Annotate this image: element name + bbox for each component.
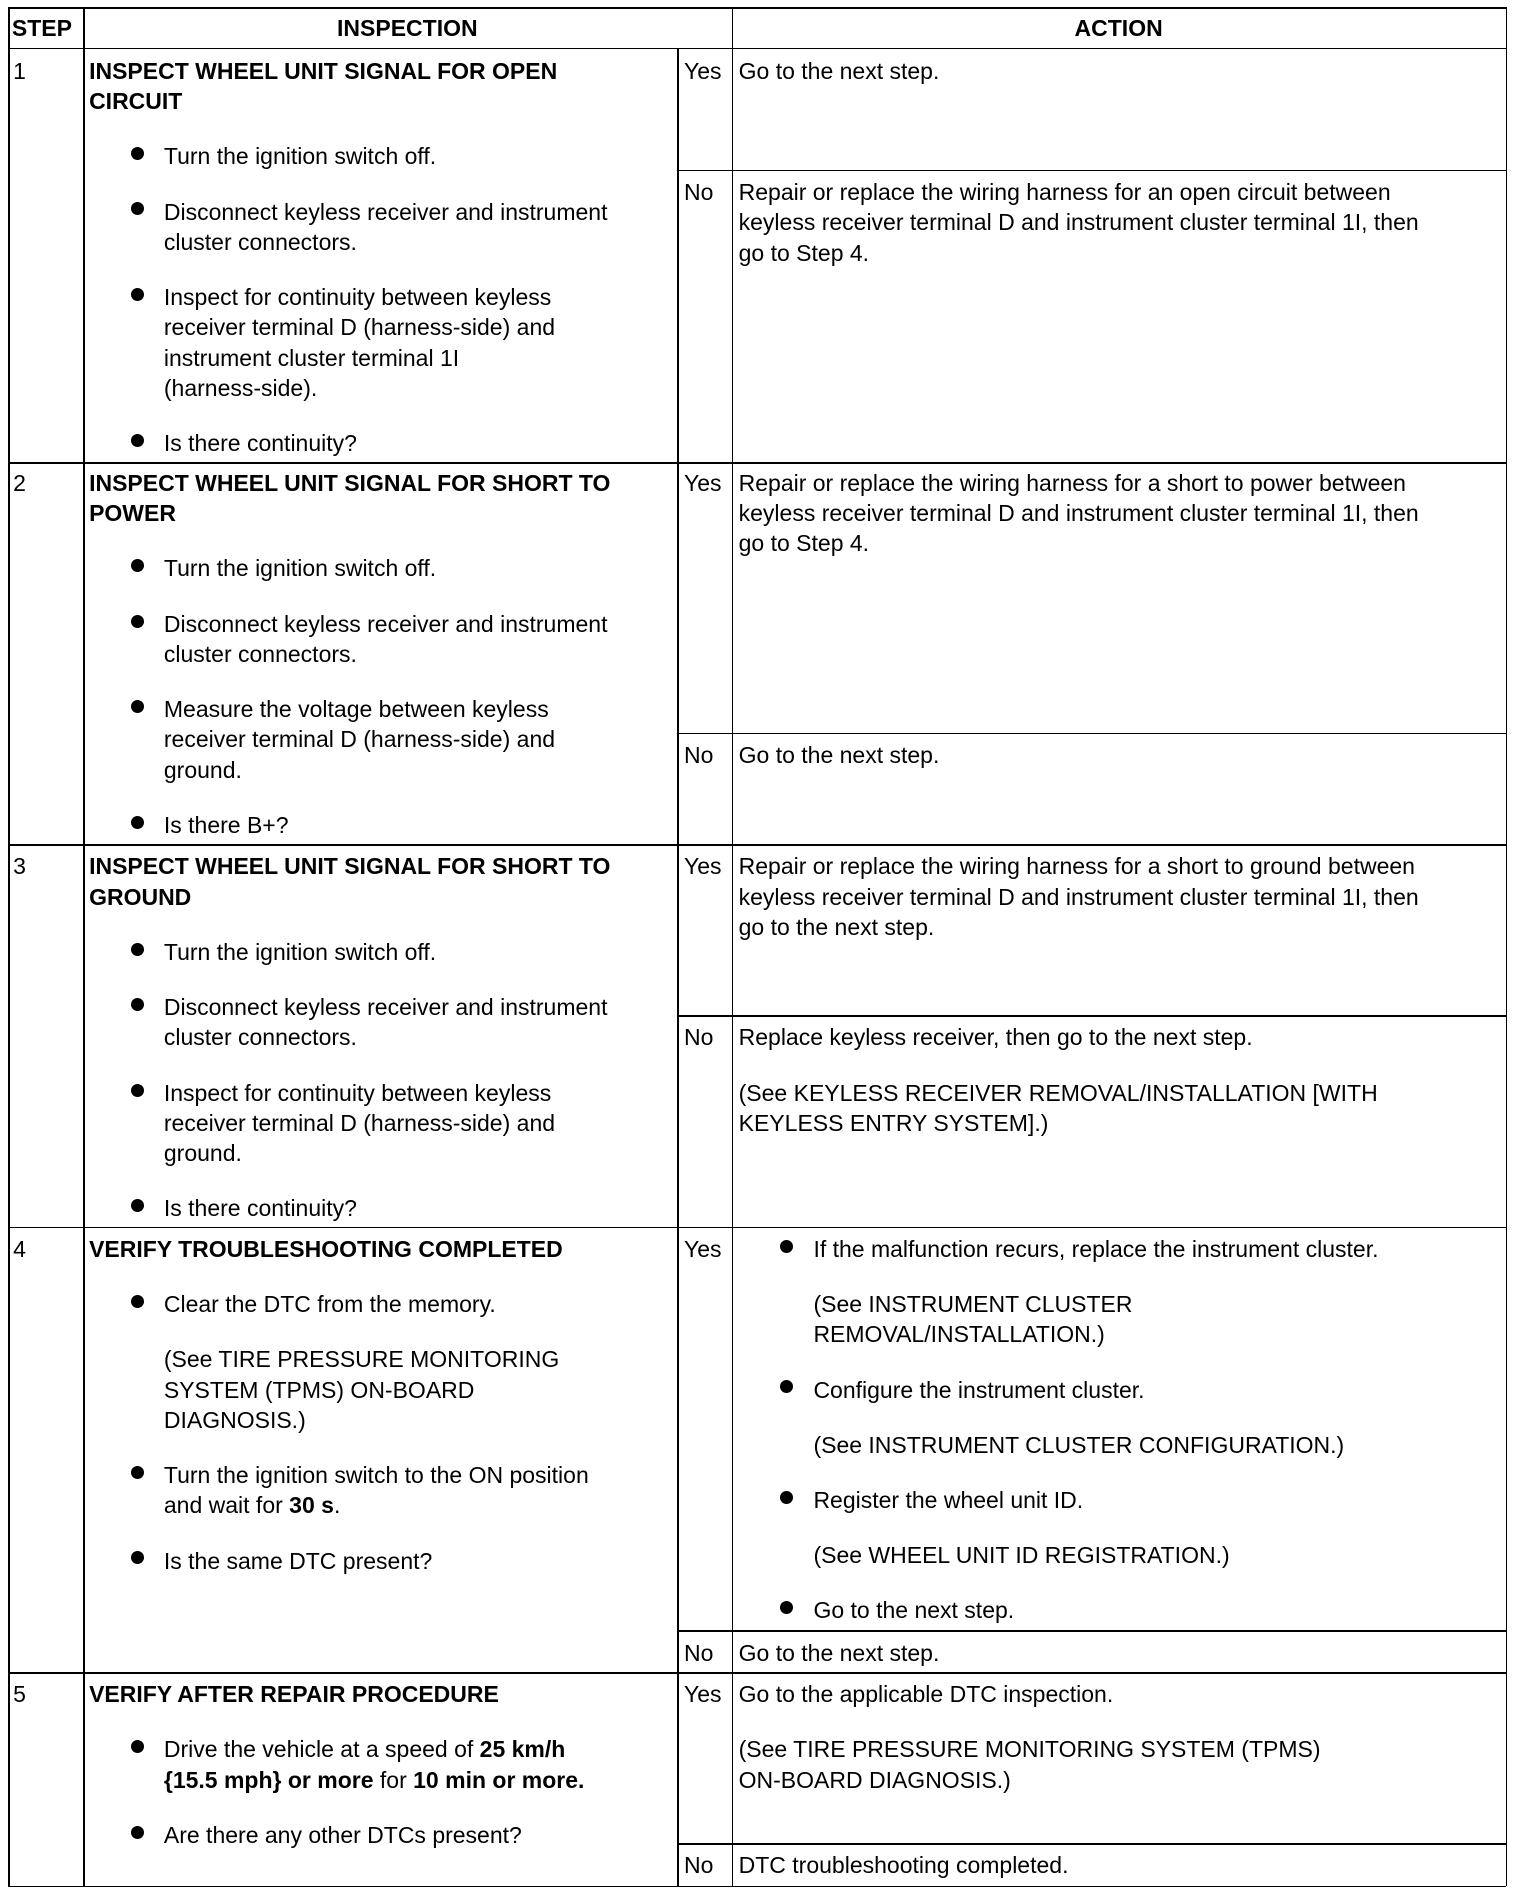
- inspection-bullet: Disconnect keyless receiver and instrument: [163, 610, 608, 637]
- action-bullet: If the malfunction recurs, replace the instrument cluster.: [813, 1235, 1379, 1262]
- yes-label: Yes: [684, 853, 722, 880]
- inspection-bullet-part: .: [333, 1492, 341, 1519]
- inspection-reference: SYSTEM (TPMS) ON-BOARD: [163, 1376, 475, 1403]
- no-action-reference: (See KEYLESS RECEIVER REMOVAL/INSTALLATION [WITH: [738, 1079, 1378, 1106]
- yes-action: Repair or replace the wiring harness for a short to ground between: [738, 853, 1415, 880]
- step-number: 2: [13, 469, 26, 496]
- no-action: Go to the next step.: [738, 741, 940, 768]
- action-bullet-icon: [780, 1240, 793, 1253]
- step-number: 3: [13, 853, 26, 880]
- no-action-reference: KEYLESS ENTRY SYSTEM].): [738, 1109, 1049, 1136]
- step-number: 1: [13, 57, 26, 84]
- no-label: No: [684, 178, 714, 205]
- row-divider: [8, 1672, 1505, 1674]
- inspection-bullet-bullet-icon: [131, 816, 144, 829]
- no-label: No: [684, 741, 714, 768]
- inspection-bullet: Are there any other DTCs present?: [163, 1821, 522, 1848]
- yes-action: keyless receiver terminal D and instrument cluster terminal 1I, then: [738, 500, 1419, 527]
- inspection-bullet-part: and wait for: [163, 1492, 290, 1519]
- table-border-left: [8, 7, 10, 1886]
- yes-action: Repair or replace the wiring harness for a short to power between: [738, 469, 1406, 496]
- action-reference: REMOVAL/INSTALLATION.): [813, 1321, 1105, 1348]
- yes-label: Yes: [684, 57, 722, 84]
- inspection-bullet: Clear the DTC from the memory.: [163, 1291, 496, 1318]
- header-step: STEP: [11, 15, 72, 42]
- yes-no-divider: [677, 1843, 1506, 1845]
- inspection-bullet: Measure the voltage between keyless: [163, 696, 549, 723]
- inspection-reference: (See TIRE PRESSURE MONITORING: [163, 1346, 560, 1373]
- inspection-bullet: cluster connectors.: [163, 1024, 357, 1051]
- inspection-bullet: cluster connectors.: [163, 228, 357, 255]
- table-border-right: [1506, 7, 1508, 1886]
- inspection-bullet: Disconnect keyless receiver and instrument: [163, 198, 608, 225]
- yes-action-reference: (See TIRE PRESSURE MONITORING SYSTEM (TPMS): [738, 1736, 1321, 1763]
- action-bullet-icon: [780, 1601, 793, 1614]
- inspection-bullet: receiver terminal D (harness-side) and: [163, 1109, 556, 1136]
- inspection-bullet: receiver terminal D (harness-side) and: [163, 314, 556, 341]
- inspection-bullet-part: 10 min or more.: [413, 1766, 585, 1793]
- step-title: VERIFY TROUBLESHOOTING COMPLETED: [89, 1235, 563, 1262]
- inspection-bullet: Is the same DTC present?: [163, 1547, 433, 1574]
- header-divider: [8, 48, 1505, 50]
- row-divider: [8, 1227, 1505, 1229]
- inspection-bullet-bullet-icon: [131, 434, 144, 447]
- inspection-bullet-icon: [131, 1295, 144, 1308]
- inspection-bullet: [164, 1490, 340, 1520]
- inspection-bullet: ground.: [163, 756, 242, 783]
- yes-action: go to the next step.: [738, 914, 935, 940]
- yes-no-divider: [677, 1015, 1506, 1017]
- yes-no-divider: [677, 733, 1506, 735]
- column-divider-yesno: [677, 48, 679, 1886]
- inspection-bullet-bullet-icon: [131, 288, 144, 301]
- no-action: go to Step 4.: [738, 239, 870, 266]
- inspection-bullet-bullet-icon: [131, 998, 144, 1011]
- inspection-bullet: Turn the ignition switch off.: [163, 555, 437, 582]
- yes-action: Go to the next step.: [738, 57, 940, 84]
- inspection-bullet-bullet-icon: [131, 559, 144, 572]
- no-action: keyless receiver terminal D and instrument cluster terminal 1I, then: [738, 209, 1419, 236]
- inspection-bullet: Is there continuity?: [163, 430, 357, 457]
- step-number: 4: [13, 1235, 26, 1262]
- inspection-bullet: Turn the ignition switch off.: [163, 938, 437, 965]
- step-title: INSPECT WHEEL UNIT SIGNAL FOR SHORT TO: [89, 469, 611, 496]
- inspection-bullet: Turn the ignition switch to the ON position: [163, 1462, 589, 1489]
- inspection-bullet: cluster connectors.: [163, 640, 357, 667]
- inspection-bullet-part: for: [373, 1766, 414, 1793]
- yes-no-divider: [677, 170, 1506, 172]
- table-border-top: [8, 7, 1505, 9]
- inspection-bullet: (harness-side).: [163, 374, 318, 401]
- step-title: CIRCUIT: [89, 88, 183, 115]
- action-bullet: Go to the next step.: [813, 1597, 1015, 1624]
- action-bullet-icon: [780, 1380, 793, 1393]
- header-inspection: INSPECTION: [337, 15, 478, 42]
- no-action: Go to the next step.: [738, 1639, 940, 1666]
- yes-action: go to Step 4.: [738, 530, 870, 557]
- inspection-bullet-bullet-icon: [131, 202, 144, 215]
- inspection-bullet-icon: [131, 1551, 144, 1564]
- inspection-bullet-part: Drive the vehicle at a speed of: [163, 1736, 480, 1763]
- inspection-bullet-part: 30 s: [289, 1492, 334, 1519]
- inspection-bullet: Inspect for continuity between keyless: [163, 1079, 552, 1106]
- inspection-bullet: Is there B+?: [163, 811, 289, 838]
- inspection-bullet: Disconnect keyless receiver and instrument: [163, 994, 608, 1021]
- action-reference: (See INSTRUMENT CLUSTER: [813, 1291, 1133, 1318]
- yes-no-divider: [677, 1630, 1506, 1632]
- action-bullet-icon: [780, 1491, 793, 1504]
- no-action: Replace keyless receiver, then go to the next step.: [738, 1024, 1253, 1051]
- column-divider-action: [732, 7, 734, 1886]
- column-divider-step: [83, 7, 85, 1886]
- yes-action-reference: ON-BOARD DIAGNOSIS.): [738, 1766, 1011, 1793]
- no-label: No: [684, 1639, 714, 1666]
- yes-action: Go to the applicable DTC inspection.: [738, 1681, 1114, 1708]
- inspection-bullet: receiver terminal D (harness-side) and: [163, 726, 556, 753]
- no-action: DTC troubleshooting completed.: [738, 1852, 1069, 1879]
- row-divider: [8, 844, 1505, 846]
- inspection-bullet-bullet-icon: [131, 700, 144, 713]
- inspection-bullet: ground.: [163, 1140, 242, 1167]
- no-label: No: [684, 1852, 714, 1879]
- row-divider: [8, 462, 1505, 464]
- inspection-reference: DIAGNOSIS.): [163, 1406, 306, 1433]
- inspection-bullet-icon: [131, 1826, 144, 1839]
- inspection-bullet: Inspect for continuity between keyless: [163, 284, 552, 311]
- inspection-bullet: Is there continuity?: [163, 1195, 357, 1222]
- no-label: No: [684, 1024, 714, 1051]
- yes-label: Yes: [684, 1235, 722, 1262]
- yes-label: Yes: [684, 469, 722, 496]
- action-reference: (See WHEEL UNIT ID REGISTRATION.): [813, 1542, 1230, 1569]
- yes-label: Yes: [684, 1681, 722, 1708]
- inspection-bullet-bullet-icon: [131, 943, 144, 956]
- inspection-bullet-part: 25 km/h: [479, 1736, 566, 1763]
- inspection-bullet-bullet-icon: [131, 1084, 144, 1097]
- no-action: Repair or replace the wiring harness for an open circuit between: [738, 178, 1391, 205]
- inspection-bullet-part: {15.5 mph} or more: [163, 1766, 374, 1793]
- yes-action: keyless receiver terminal D and instrument cluster terminal 1I, then: [738, 883, 1419, 910]
- inspection-bullet: [164, 1765, 585, 1795]
- inspection-bullet: Turn the ignition switch off.: [163, 143, 437, 170]
- step-title: INSPECT WHEEL UNIT SIGNAL FOR SHORT TO: [89, 853, 611, 880]
- inspection-bullet-bullet-icon: [131, 615, 144, 628]
- header-action: ACTION: [1074, 15, 1163, 42]
- inspection-bullet-icon: [131, 1740, 144, 1753]
- action-bullet: Configure the instrument cluster.: [813, 1376, 1145, 1403]
- step-number: 5: [13, 1681, 26, 1708]
- inspection-bullet: [164, 1734, 565, 1764]
- inspection-bullet-bullet-icon: [131, 1199, 144, 1212]
- inspection-bullet: instrument cluster terminal 1I: [163, 344, 460, 371]
- action-bullet: Register the wheel unit ID.: [813, 1486, 1084, 1513]
- step-title: INSPECT WHEEL UNIT SIGNAL FOR OPEN: [89, 57, 558, 84]
- inspection-bullet-bullet-icon: [131, 147, 144, 160]
- step-title: GROUND: [89, 883, 192, 910]
- step-title: POWER: [89, 500, 176, 527]
- step-title: VERIFY AFTER REPAIR PROCEDURE: [89, 1681, 499, 1708]
- action-reference: (See INSTRUMENT CLUSTER CONFIGURATION.): [813, 1431, 1345, 1458]
- inspection-bullet-icon: [131, 1466, 144, 1479]
